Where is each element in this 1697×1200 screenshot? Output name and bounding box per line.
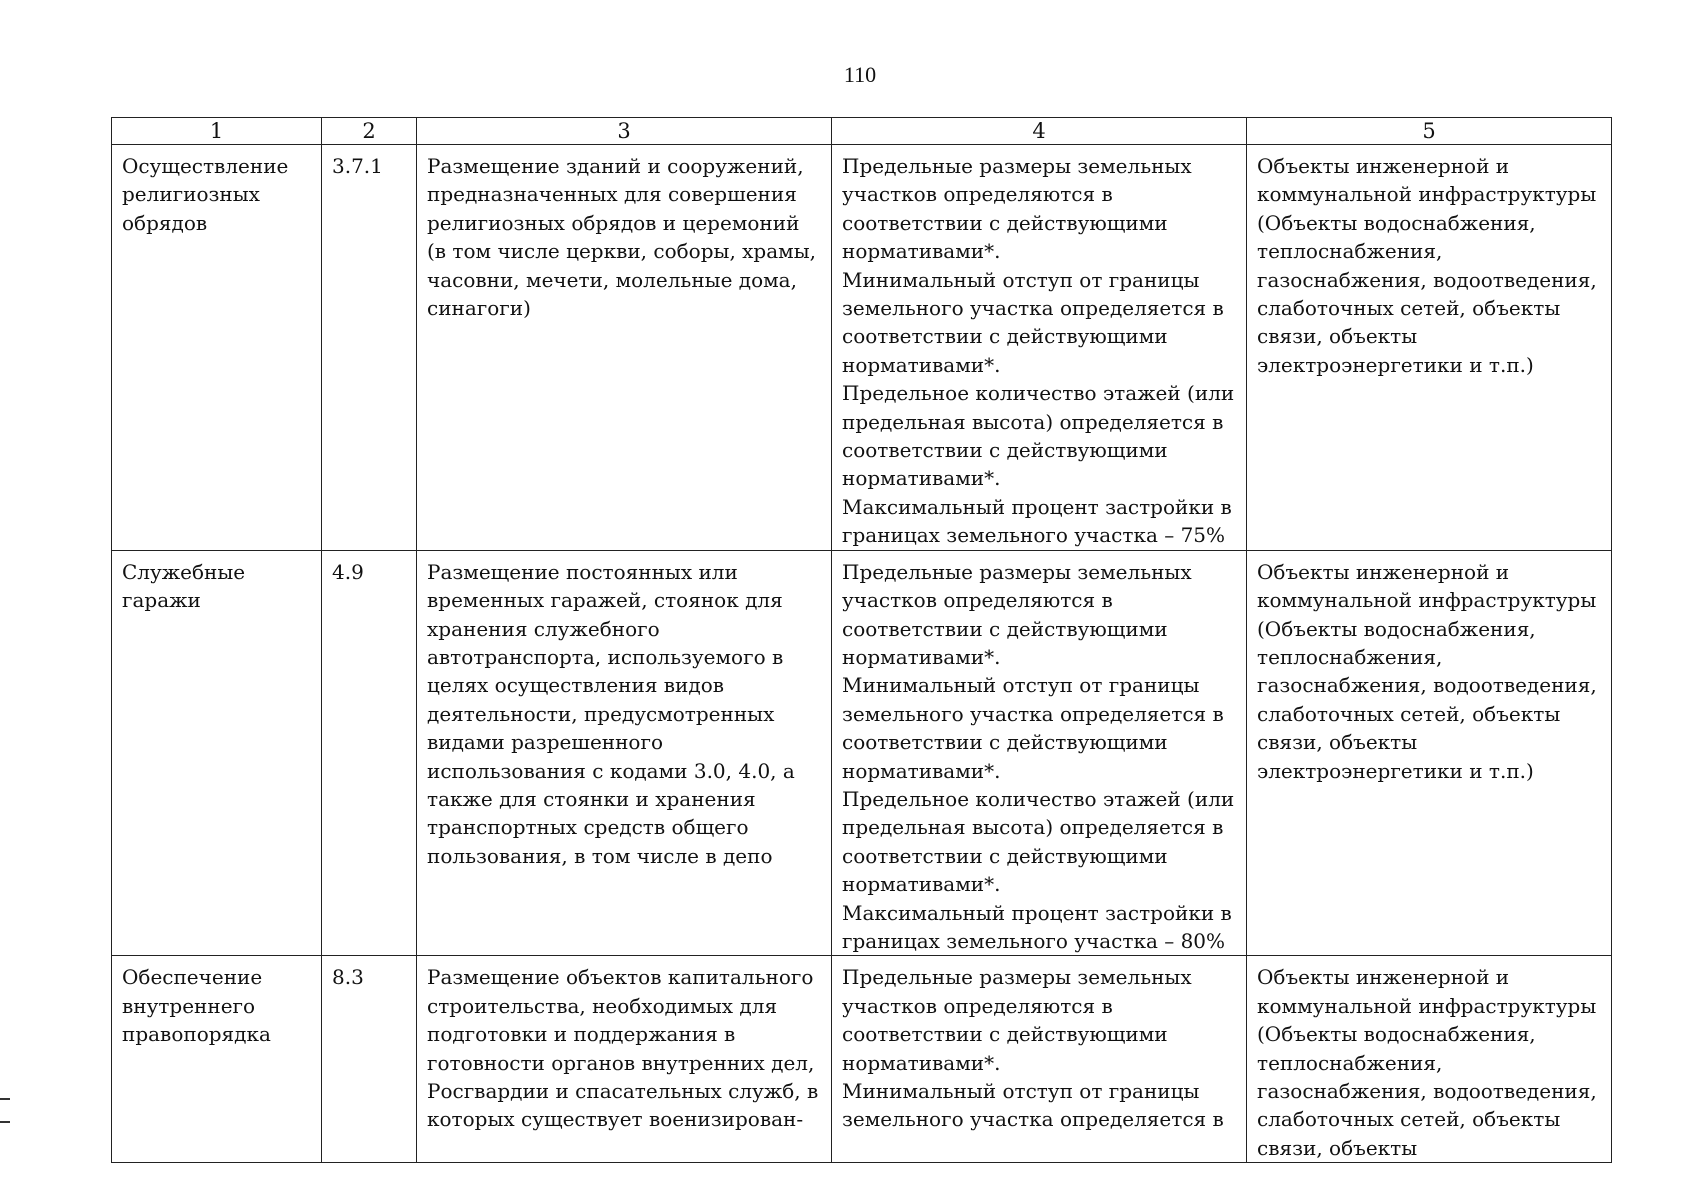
header-col-5: 5 (1247, 118, 1612, 145)
table-row (112, 956, 1612, 1163)
use-name-cell: Обеспечение внутреннего правопорядка (112, 956, 322, 1163)
use-name-cell: Служебные гаражи (112, 550, 322, 956)
land-use-table (111, 117, 1612, 1163)
auxiliary-uses-cell: Объекты инженерной и коммунальной инфраструктуры (Объекты водоснабжения, теплоснабжения, газоснабжения, водоотведения, слаботочных сетей, объекты связи, объекты электроэнергетики и т.п.) (1247, 550, 1612, 956)
parameters-cell: Предельные размеры земельных участков определяются в соответствии с действующими нормативами*. Минимальный отступ от границы земельного участка определяется в соответствии с действующими нормативами*. Предельное количество этажей (или предельная высота) определяется в соответствии с действующими нормативами*. Максимальный процент застройки в границах земельного участка – 80% (832, 550, 1247, 956)
header-col-3: 3 (417, 118, 832, 145)
table-row (112, 550, 1612, 956)
parameters-cell: Предельные размеры земельных участков определяются в соответствии с действующими нормативами*. Минимальный отступ от границы земельного участка определяется в (832, 956, 1247, 1163)
header-col-2: 2 (322, 118, 417, 145)
page-number: 110 (843, 62, 877, 87)
use-code-cell: 4.9 (322, 550, 417, 956)
use-description-cell: Размещение постоянных или временных гаражей, стоянок для хранения служебного автотранспорта, используемого в целях осуществления видов деятельности, предусмотренных видами разрешенного использования с кодами 3.0, 4.0, а также для стоянки и хранения транспортных средств общего пользования, в том числе в депо (417, 550, 832, 956)
auxiliary-uses-cell: Объекты инженерной и коммунальной инфраструктуры (Объекты водоснабжения, теплоснабжения, газоснабжения, водоотведения, слаботочных сетей, объекты связи, объекты (1247, 956, 1612, 1163)
auxiliary-uses-cell: Объекты инженерной и коммунальной инфраструктуры (Объекты водоснабжения, теплоснабжения, газоснабжения, водоотведения, слаботочных сетей, объекты связи, объекты электроэнергетики и т.п.) (1247, 145, 1612, 551)
header-row (112, 118, 1612, 145)
header-col-1: 1 (112, 118, 322, 145)
parameters-cell: Предельные размеры земельных участков определяются в соответствии с действующими нормативами*. Минимальный отступ от границы земельного участка определяется в соответствии с действующими нормативами*. Предельное количество этажей (или предельная высота) определяется в соответствии с действующими нормативами*. Максимальный процент застройки в границах земельного участка – 75% (832, 145, 1247, 551)
use-code-cell: 8.3 (322, 956, 417, 1163)
margin-mark (0, 1121, 10, 1123)
header-col-4: 4 (832, 118, 1247, 145)
use-name-cell: Осуществление религиозных обрядов (112, 145, 322, 551)
use-description-cell: Размещение объектов капитального строительства, необходимых для подготовки и поддержания в готовности органов внутренних дел, Росгвардии и спасательных служб, в которых существует военизирован- (417, 956, 832, 1163)
use-code-cell: 3.7.1 (322, 145, 417, 551)
use-description-cell: Размещение зданий и сооружений, предназначенных для совершения религиозных обрядов и церемоний (в том числе церкви, соборы, храмы, часовни, мечети, молельные дома, синагоги) (417, 145, 832, 551)
table-row (112, 145, 1612, 551)
margin-mark (0, 1098, 10, 1100)
